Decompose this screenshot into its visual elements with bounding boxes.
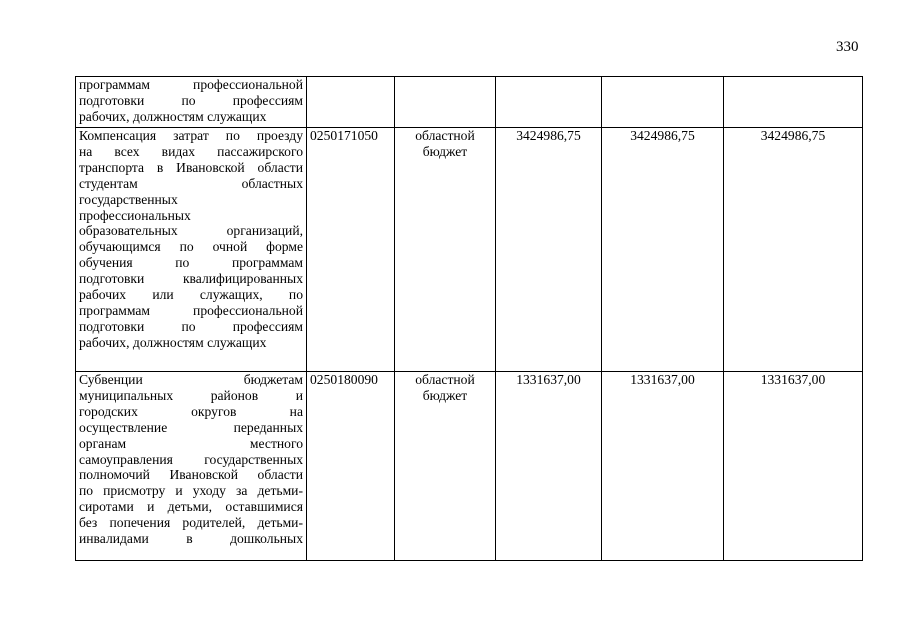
funding-source-cell [395,128,496,372]
budget-code-cell [307,77,395,128]
amount-cell: 1331637,00 [724,372,863,561]
measure-name-cell [76,128,307,372]
table-row [76,77,863,128]
funding-source-cell [395,77,496,128]
amount-cell: 3424986,75 [724,128,863,372]
measure-name-line: обучения по программам [79,255,303,271]
page-number: 330 [836,39,859,55]
measure-name-line: без попечения родителей, детьми- [79,515,303,531]
measure-name-line: образовательных организаций, [79,223,303,239]
measure-name-line: программам профессиональной [79,302,303,318]
measure-name-line: инвалидами в дошкольных [79,531,303,547]
amount-cell [602,77,724,128]
table-row [76,128,863,372]
measure-name-line: рабочих, должностям служащих [79,108,267,124]
measure-name-line: обучающимся по очной форме [79,239,303,255]
measure-name-line: рабочих, должностям служащих [79,334,267,350]
funding-source-line: бюджет [422,387,468,403]
measure-name-line: городских округов на [79,403,303,419]
amount-cell: 3424986,75 [602,128,724,372]
measure-name-line: транспорта в Ивановской области [79,159,303,175]
measure-name-line: студентам областных [79,175,303,191]
measure-name-line: подготовки по профессиям [79,92,303,108]
measure-name-line: Субвенции бюджетам [79,372,303,387]
amount-cell: 3424986,75 [496,128,602,372]
measure-name-line: подготовки квалифицированных [79,271,303,287]
measure-name-line: государственных [79,191,178,207]
funding-source-cell [395,372,496,561]
amount-cell [724,77,863,128]
measure-name-line: муниципальных районов и [79,387,303,403]
measure-name-line: полномочий Ивановской области [79,467,303,483]
measure-name-line: рабочих или служащих, по [79,287,303,303]
amount-cell: 1331637,00 [602,372,724,561]
measure-name-line: самоуправления государственных [79,451,303,467]
budget-code-cell: 0250180090 [307,372,395,561]
measure-name-line: по присмотру и уходу за детьми- [79,483,303,499]
measure-name-line: осуществление переданных [79,419,303,435]
table-row [76,372,863,561]
measure-name-line: профессиональных [79,207,191,223]
measure-name-line: органам местного [79,435,303,451]
funding-source-line: областной [415,128,475,143]
measure-name-cell [76,372,307,561]
measure-name-cell [76,77,307,128]
measure-name-line: программам профессиональной [79,77,303,92]
funding-source-line: бюджет [422,143,468,159]
measure-name-line: на всех видах пассажирского [79,143,303,159]
funding-source-line: областной [415,372,475,387]
measure-name-line: сиротами и детьми, оставшимися [79,499,303,515]
amount-cell [496,77,602,128]
measure-name-line: подготовки по профессиям [79,318,303,334]
measure-name-line: Компенсация затрат по проезду [79,128,303,143]
budget-table [75,76,863,561]
budget-code-cell: 0250171050 [307,128,395,372]
amount-cell: 1331637,00 [496,372,602,561]
